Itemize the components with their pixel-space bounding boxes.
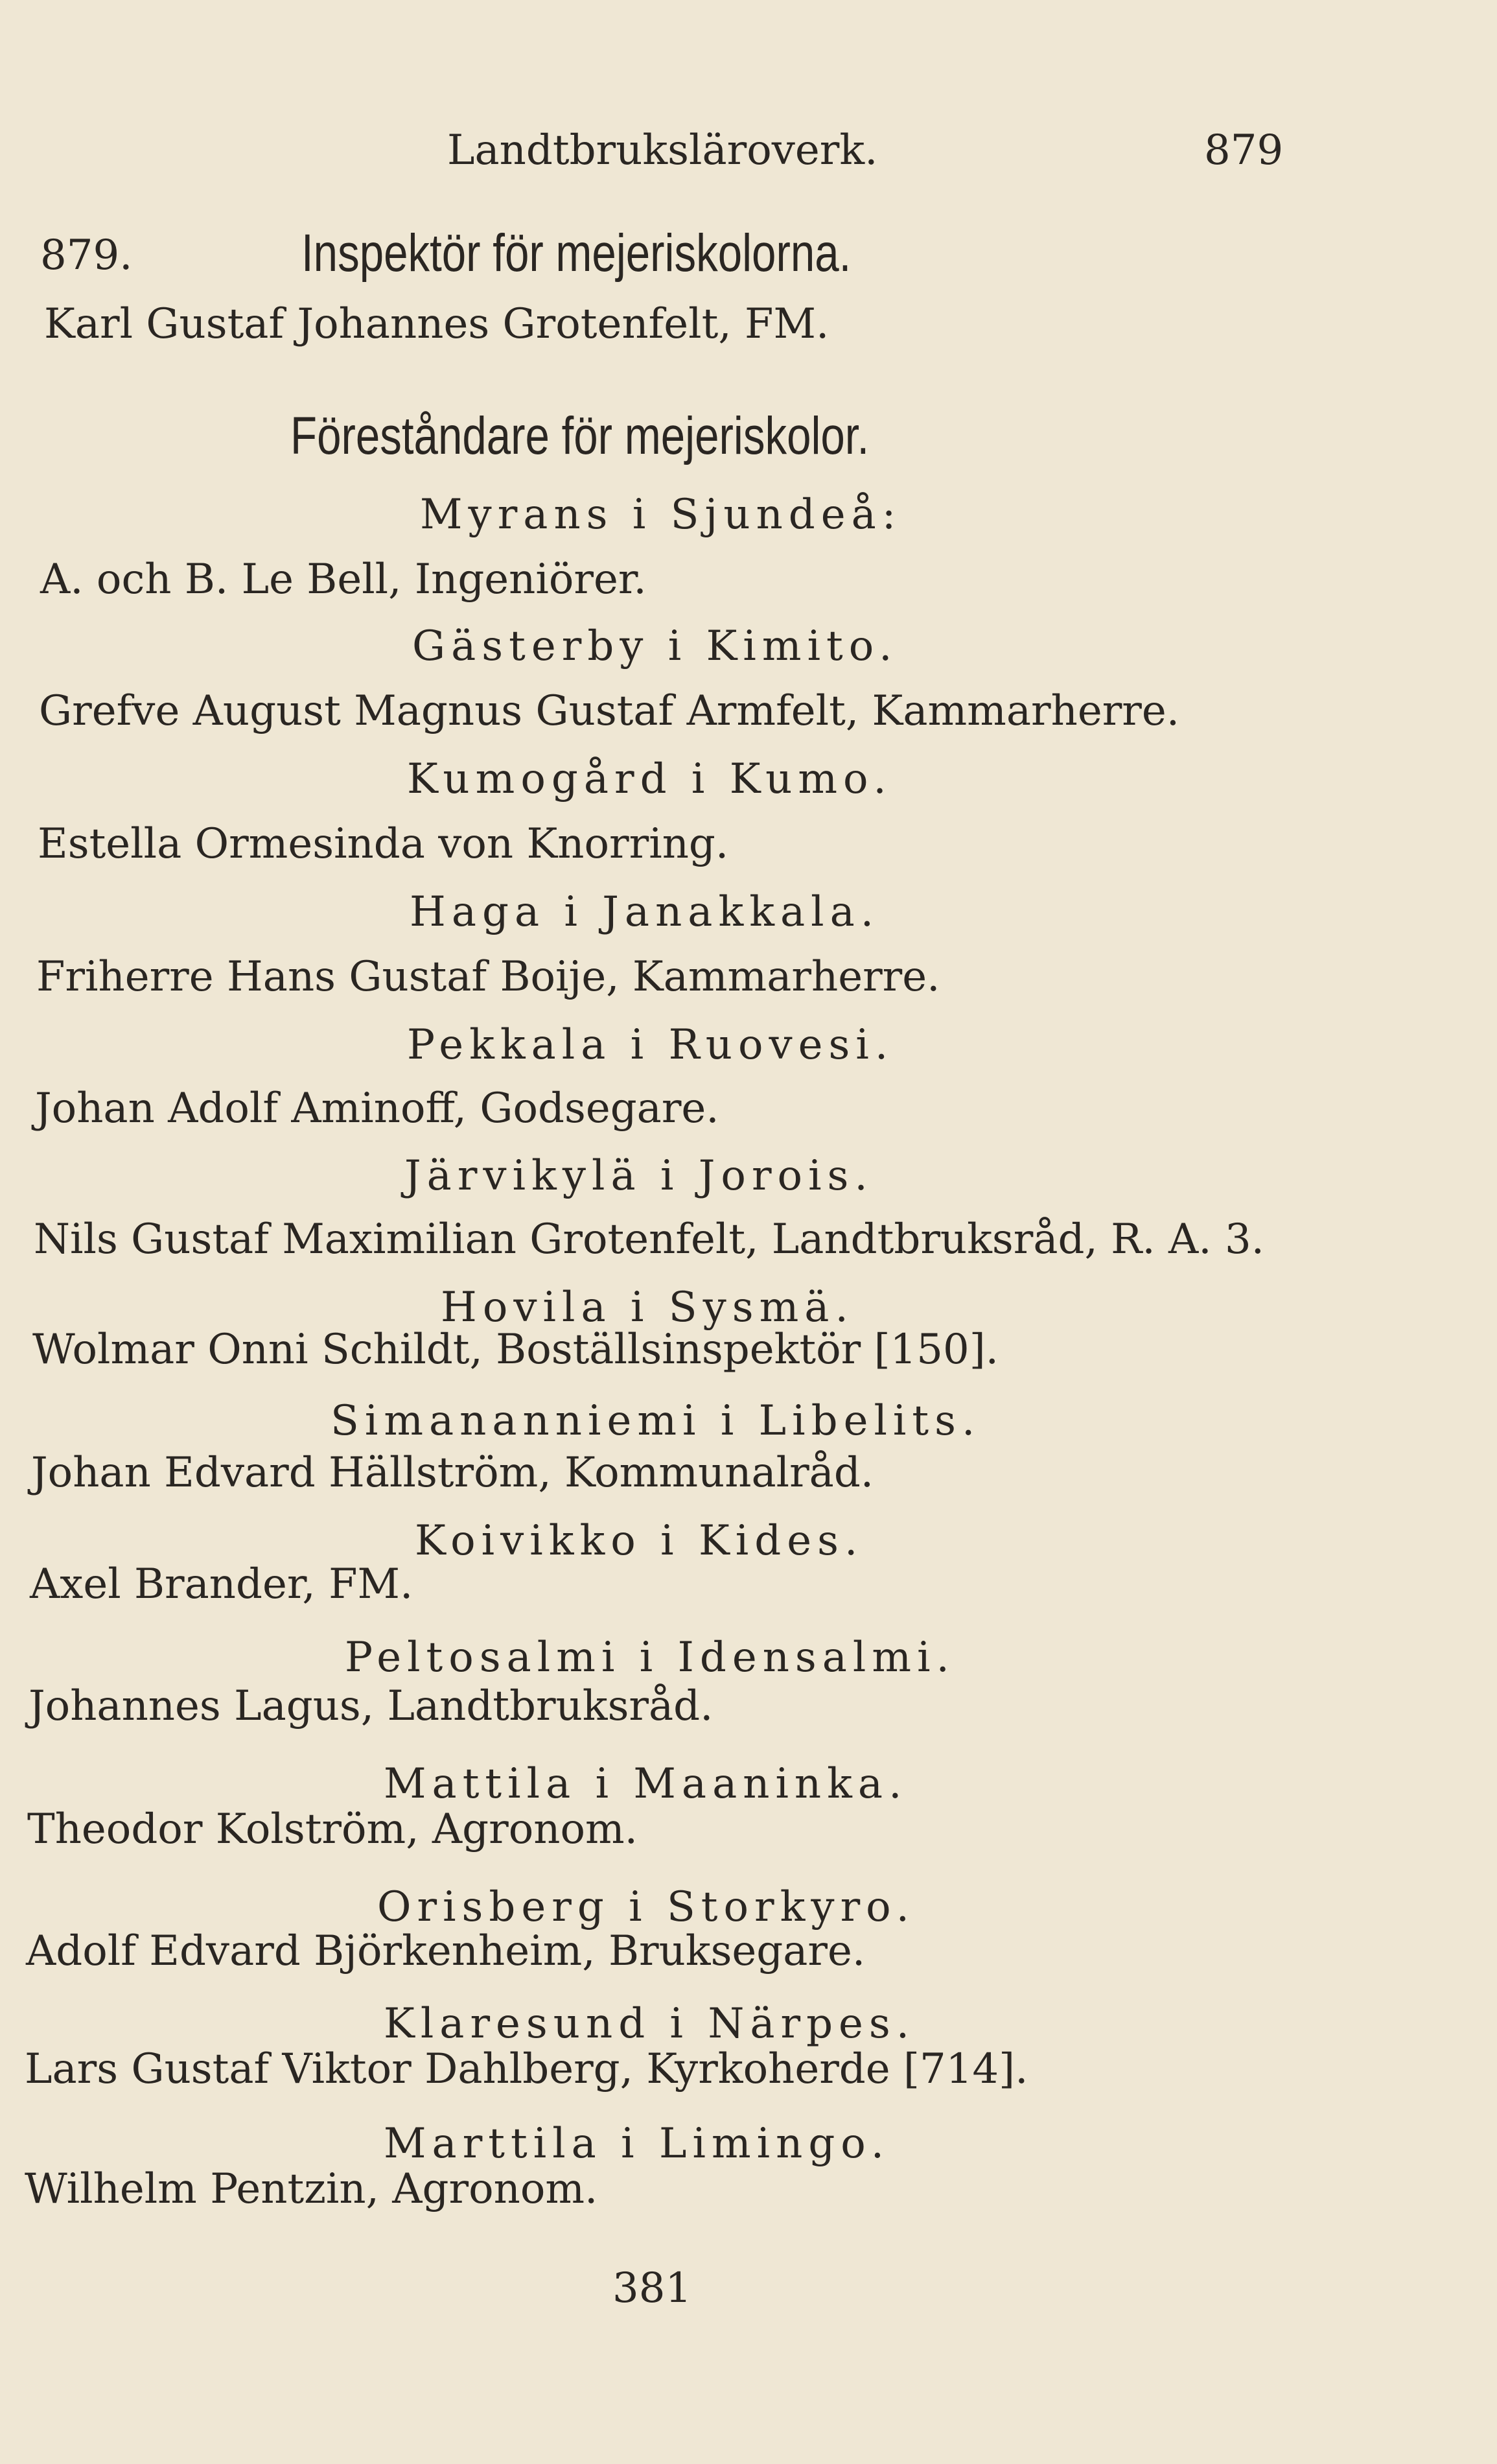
entry-place: Orisberg i Storkyro. (377, 1883, 915, 1931)
entry-place: Järvikylä i Jorois. (404, 1152, 874, 1200)
entry-person: Friherre Hans Gustaf Boije, Kammarherre. (36, 953, 940, 1001)
entry-place: Gästerby i Kimito. (412, 622, 898, 670)
entry-place: Hovila i Sysmä. (441, 1284, 854, 1332)
entry-person: Nils Gustaf Maximilian Grotenfelt, Landtbruksråd, R. A. 3. (34, 1215, 1264, 1263)
entry-person: Axel Brander, FM. (30, 1560, 413, 1608)
page-number: 879 (1204, 126, 1284, 174)
entry-person: Johan Adolf Aminoff, Godsegare. (35, 1085, 719, 1132)
entry-place: Myrans i Sjundeå: (420, 491, 902, 539)
section-number: 879. (40, 231, 133, 279)
entry-place: Pekkala i Ruovesi. (407, 1021, 894, 1069)
entry-place: Kumogård i Kumo. (407, 755, 892, 803)
entry-person: Grefve August Magnus Gustaf Armfelt, Kammarherre. (39, 687, 1180, 735)
entry-place: Simananniemi i Libelits. (331, 1397, 981, 1445)
inspector-name: Karl Gustaf Johannes Grotenfelt, FM. (44, 300, 830, 348)
entry-place: Mattila i Maaninka. (384, 1760, 908, 1808)
section-heading: Föreståndare för mejeriskolor. (290, 406, 870, 465)
entry-person: Lars Gustaf Viktor Dahlberg, Kyrkoherde [714]. (25, 2045, 1028, 2093)
entry-person: Wolmar Onni Schildt, Boställsinspektör [150]. (32, 1326, 999, 1374)
entry-person: A. och B. Le Bell, Ingeniörer. (40, 556, 647, 604)
running-title: Landtbruksläroverk. (447, 126, 878, 174)
entry-place: Peltosalmi i Idensalmi. (345, 1634, 955, 1682)
entry-person: Johan Edvard Hällström, Kommunalråd. (31, 1449, 874, 1497)
entry-person: Theodor Kolström, Agronom. (27, 1805, 638, 1853)
entry-place: Haga i Janakkala. (410, 888, 880, 936)
entry-place: Klaresund i Närpes. (384, 2000, 916, 2048)
entry-place: Marttila i Limingo. (384, 2120, 890, 2168)
entry-place: Koivikko i Kides. (415, 1517, 864, 1565)
entry-person: Adolf Edvard Björkenheim, Bruksegare. (26, 1927, 866, 1975)
printer-signature: 381 (612, 2264, 692, 2312)
entry-person: Estella Ormesinda von Knorring. (38, 820, 729, 868)
section-title: Inspektör för mejeriskolorna. (301, 224, 852, 283)
entry-person: Wilhelm Pentzin, Agronom. (25, 2165, 598, 2213)
entry-person: Johannes Lagus, Landtbruksråd. (29, 1682, 714, 1730)
